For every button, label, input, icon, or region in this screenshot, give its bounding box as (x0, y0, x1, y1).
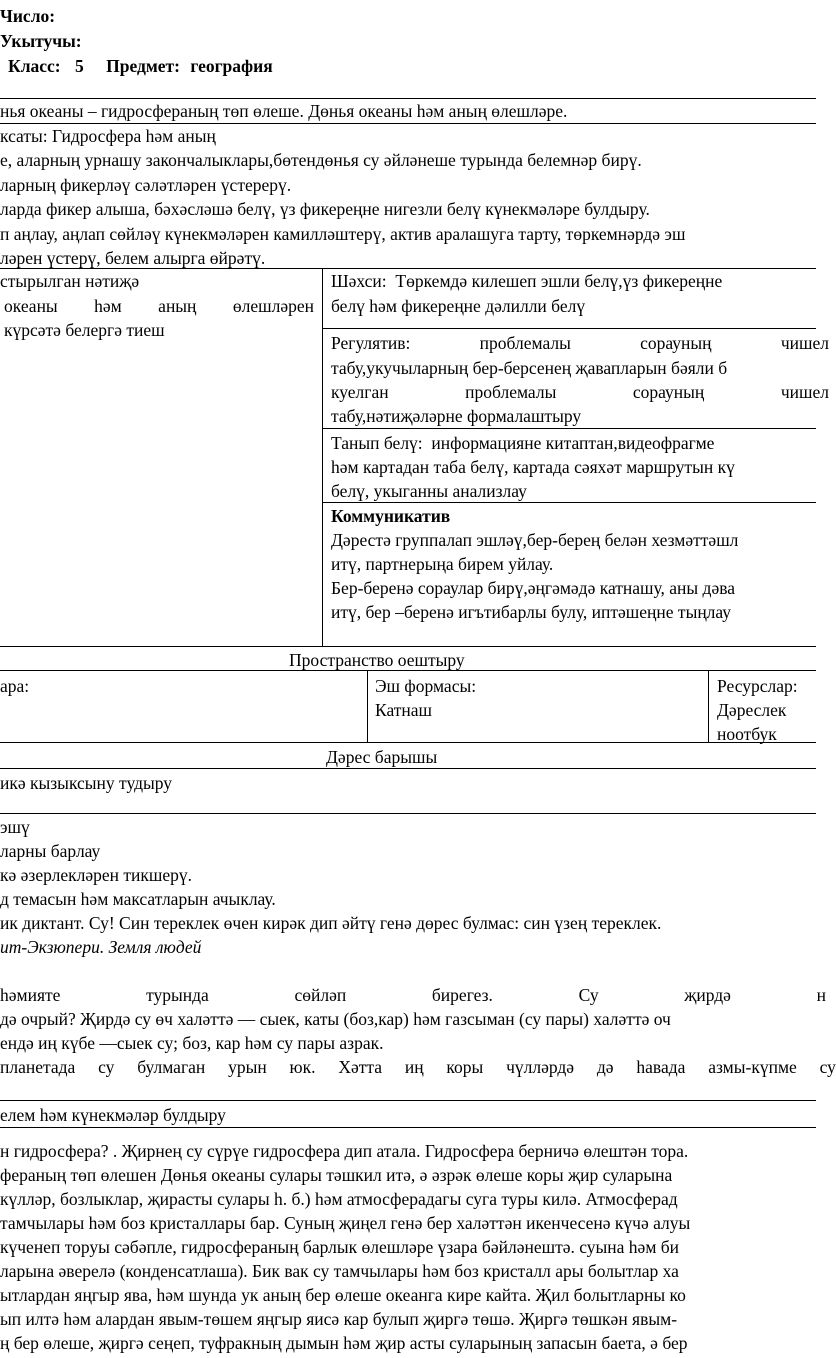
cognitive-line: белү, укыганны анализлау (331, 481, 527, 501)
space-divider-1 (367, 670, 368, 742)
word: аның (158, 296, 197, 316)
discussion-line (0, 983, 826, 1007)
lesson-topic: нья океаны – гидросфераның төп өлеше. Дөнья океаны һәм аның өлешләре. (0, 101, 568, 121)
discussion-bottom-border (0, 1100, 816, 1101)
resources-item: Дәреслек (717, 700, 787, 720)
word: юк. (289, 1057, 316, 1077)
word: чишел (780, 382, 829, 402)
class-label: Класс: (8, 56, 61, 76)
goal-line: е, аларның урнашу закончалыклары,бөтендөнья су әйләнеше турында белемнәр бирү. (0, 150, 642, 170)
goal-line: ларда фикер алыша, бәхәсләшә белү, үз фикереңне нигезли белү күнекмәләре булдыру. (0, 199, 650, 219)
cognitive-label: Танып белү: (331, 433, 423, 453)
space-bottom-border (0, 742, 816, 743)
cognitive-text: информацияне китаптан,видеофрагме (431, 433, 715, 453)
word: планетада (0, 1057, 76, 1077)
stage-line: ларны барлау (0, 841, 101, 861)
word: океаны (4, 296, 58, 316)
stage-line: эшү (0, 817, 30, 837)
class-value: 5 (75, 56, 84, 76)
goal-line: п аңлау, аңлап сөйләү күнекмәләрен камилләштерү, актив аралашуга тарту, төркемнәрдә эш (0, 224, 686, 244)
word: һавада (636, 1057, 686, 1077)
discussion-line: дә очрый? Җирдә су өч халәттә — сыек, каты (боз,кар) һәм газсыман (су пары) халәттә оч (0, 1009, 671, 1029)
word: проблемалы (479, 333, 571, 353)
results-bottom-border (0, 646, 816, 647)
discussion-line (0, 1055, 836, 1079)
knowledge-heading: елем һәм күнекмәләр булдыру (0, 1105, 226, 1125)
word: су (819, 1057, 836, 1077)
regulative-label: Регулятив: (331, 333, 411, 353)
work-form-label: Эш формасы: (375, 676, 477, 696)
regulative-line: табу,нәтиҗәләрне формалаштыру (331, 406, 582, 426)
stage-line: ик диктант. Су! Син тереклек өчен кирәк дип әйтү генә дөрес булмас: син үзең тереклек. (0, 913, 662, 933)
word: Хәтта (338, 1057, 382, 1077)
regulative-line (331, 380, 829, 404)
word: урын (228, 1057, 267, 1077)
subject-value: география (190, 56, 273, 76)
word: куелган (331, 382, 389, 402)
expected-result-line (4, 294, 314, 318)
expected-result-line: күрсәтә белергә тиеш (4, 320, 165, 340)
word: булмаган (137, 1057, 206, 1077)
cognitive-line: һәм картадан таба белү, картада сәяхәт маршрутын кү (331, 457, 735, 477)
word: һәм (94, 296, 122, 316)
stage-line: д темасын һәм максатларын ачыклау. (0, 889, 276, 909)
cognitive-line (331, 431, 714, 455)
regulative-line (331, 331, 829, 355)
regulative-line: табу,укучыларның бер-берсенең җавапларын бәяли б (331, 358, 728, 378)
quote-author: ит-Экзюпери. Земля людей (0, 937, 202, 957)
word: коры (446, 1057, 484, 1077)
space-title-border (0, 670, 816, 671)
word: чишел (780, 333, 829, 353)
word: турында (146, 985, 209, 1005)
knowledge-line: н гидросфера? . Җирнең су сүрүе гидросфера дип атала. Гидросфера берничә өлештән тора. (0, 1141, 689, 1161)
word: чүлләрдә (506, 1057, 575, 1077)
teacher-label: Укытучы: (0, 31, 82, 51)
personal-label: Шәхси: (331, 271, 387, 291)
word: н (816, 985, 826, 1005)
communicative-label: Коммуникатив (331, 506, 451, 526)
goal-line: ләрен үстерү, белем алырга өйрәтү. (0, 248, 266, 268)
knowledge-line: ларына әверелә (конденсатлаша). Бик вак су тамчылары һәм боз кристалл ары болытлар ха (0, 1261, 679, 1281)
knowledge-line: фераның төп өлешен Дөнья океаны сулары тәшкил итә, ә әзрәк өлеше коры җир суларына (0, 1165, 673, 1185)
regulative-bottom-border (322, 428, 816, 429)
date-label: Число: (0, 6, 56, 26)
word: җирдә (684, 985, 731, 1005)
communicative-line: итү, партнерыңа бирем уйлау. (331, 554, 554, 574)
word: бирегез. (431, 985, 493, 1005)
subject-label: Предмет: (106, 56, 180, 76)
word: дә (596, 1057, 614, 1077)
word: сорауның (640, 333, 712, 353)
communicative-line: итү, бер –беренә игътибарлы булу, иптәшеңне тыңлау (331, 602, 732, 622)
knowledge-heading-border (0, 1127, 816, 1128)
goal-line: ксаты: Гидросфера һәм аның (0, 126, 216, 146)
goal-line: ларның фикерләү сәләтләрен үстерерү. (0, 175, 292, 195)
personal-line (331, 269, 722, 293)
knowledge-line: ытлардан яңгыр ява, һәм шунда ук аның бер өлеше океанга кире кайта. Җил болытларны ко (0, 1285, 686, 1305)
knowledge-line: күченеп торуы сәбәпле, гидросфераның барлык өлешләре үзара бәйләнештә. суына һәм би (0, 1237, 680, 1257)
communicative-line: Дәрестә группалап эшләү,бер-берең белән хезмәттәшл (331, 530, 739, 550)
expected-result-title: стырылган нәтиҗә (0, 271, 140, 291)
word: һәмияте (0, 985, 61, 1005)
resources-label: Ресурслар: (717, 676, 798, 696)
class-row (8, 54, 273, 78)
word: азмы-күпме (708, 1057, 797, 1077)
space-title: Пространство оештыру (289, 650, 465, 670)
stage-line: кә әзерлекләрен тикшерү. (0, 865, 193, 885)
word: су (98, 1057, 115, 1077)
course-title: Дәрес барышы (326, 747, 438, 767)
space-divider-2 (708, 670, 709, 742)
course-title-border (0, 768, 816, 769)
personal-text: Төркемдә килешеп эшли белү,үз фикереңне (395, 271, 723, 291)
motivation-heading: икә кызыксыну тудыру (0, 773, 173, 793)
results-divider (322, 268, 323, 646)
knowledge-line: ып илтә һәм алардан явым-төшем яңгыр яисә кар булып җиргә төшә. Җиргә төшкән явым- (0, 1309, 678, 1329)
word: Су (578, 985, 599, 1005)
word: сөйләп (294, 985, 347, 1005)
word: проблемалы (465, 382, 557, 402)
personal-bottom-border (322, 328, 816, 329)
knowledge-line: тамчылары һәм боз кристаллары бар. Суның җиңел генә бер халәттән икенчесенә күчә алуы (0, 1213, 691, 1233)
motivation-bottom-border (0, 813, 816, 814)
space-col1-label: ара: (0, 676, 30, 696)
work-form-value: Катнаш (375, 700, 433, 720)
resources-item: ноотбук (717, 724, 777, 744)
knowledge-line: ң бер өлеше, җиргә сеңеп, туфракның дымын һәм җир асты суларының запасын баета, ә бер (0, 1333, 688, 1353)
word: өлешләрен (232, 296, 314, 316)
knowledge-line: күлләр, бозлыклар, җирасты сулары һ. б.) һәм атмосферадагы суга туры килә. Атмосферад (0, 1189, 678, 1209)
communicative-line: Бер-беренә сораулар бирү,әңгәмәдә катнашу, аны дәва (331, 578, 736, 598)
discussion-line: ендә иң күбе —сыек су; боз, кар һәм су пары азрак. (0, 1033, 384, 1053)
word: иң (404, 1057, 424, 1077)
personal-line: белү һәм фикереңне дәлилли белү (331, 296, 586, 316)
word: сорауның (632, 382, 705, 402)
